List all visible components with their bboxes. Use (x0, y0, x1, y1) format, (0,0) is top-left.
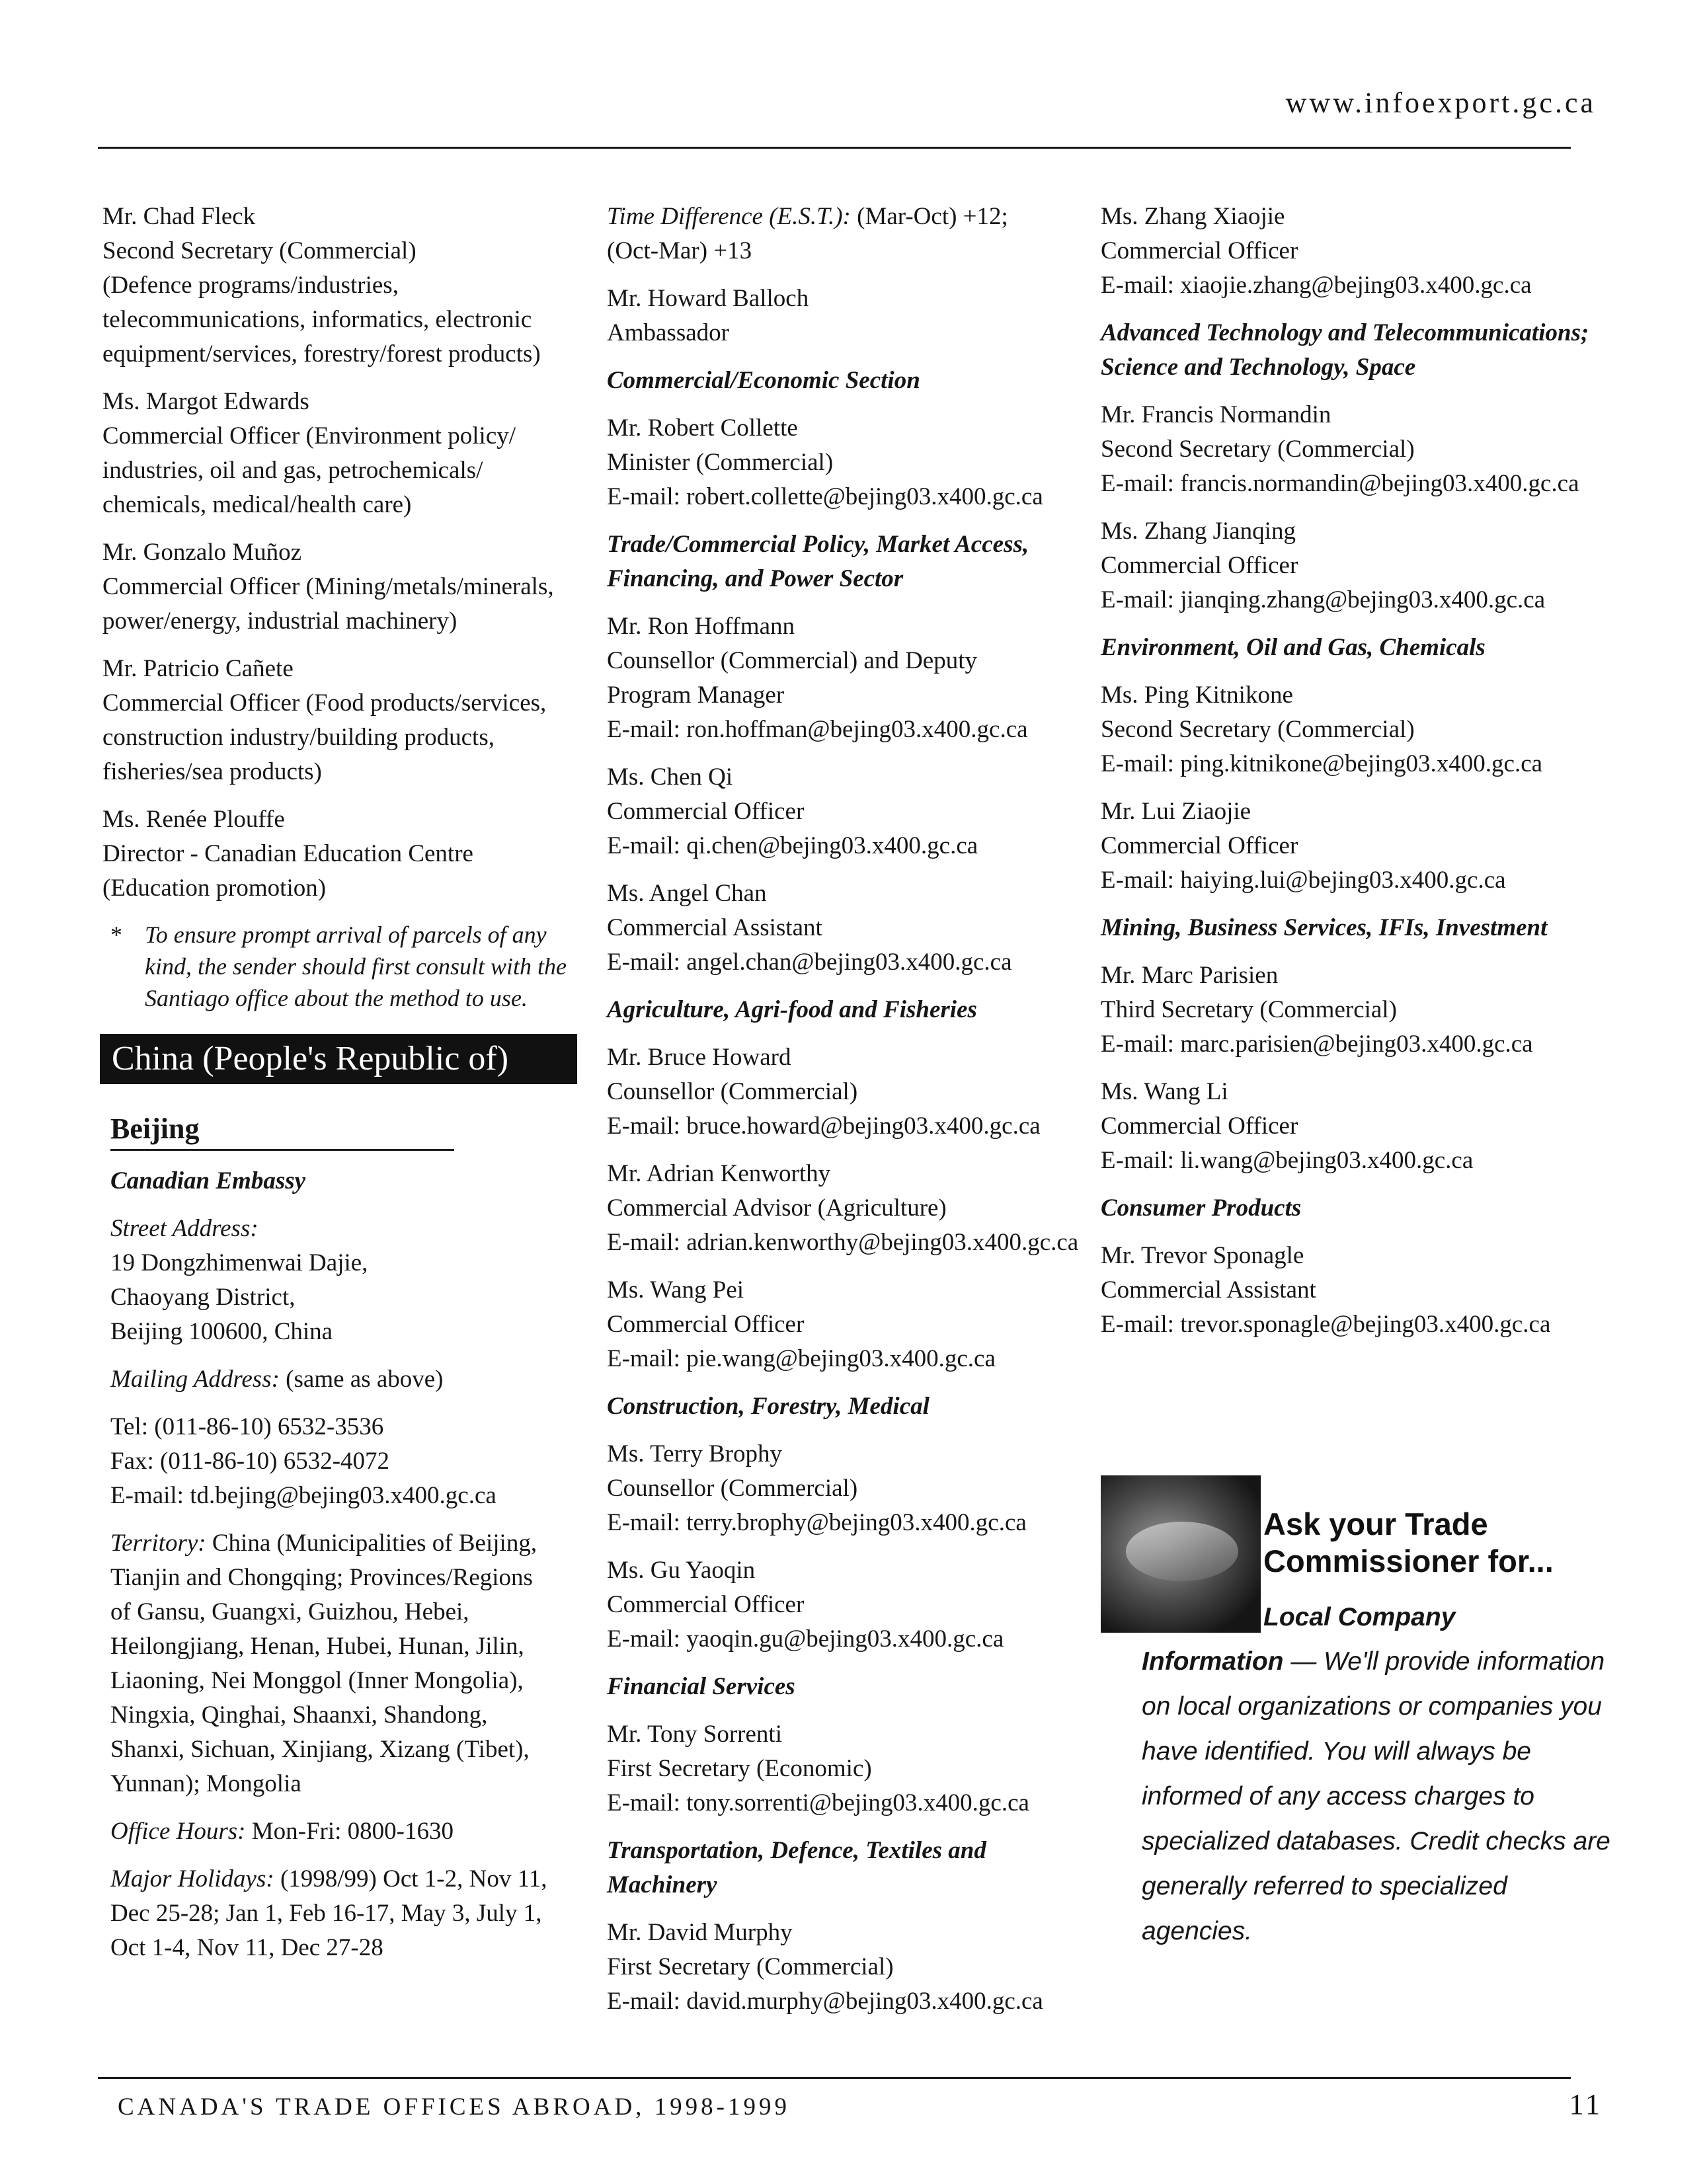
contact-entry (607, 1437, 1083, 1540)
hours-label: Office Hours: (110, 1818, 246, 1845)
contact-entry (607, 609, 1083, 747)
contact-entry (607, 877, 1083, 980)
entry-line: Commercial Officer (607, 1591, 805, 1618)
contact-entry (102, 652, 578, 789)
entry-line: Ms. Zhang Jianqing (1101, 518, 1296, 545)
fax-line: Fax: (011-86-10) 6532-4072 (110, 1448, 390, 1475)
holidays-line: Dec 25-28; Jan 1, Feb 16-17, May 3, July 1, (110, 1900, 542, 1927)
entry-line: telecommunications, informatics, electronic (102, 306, 532, 333)
city-heading: Beijing (110, 1109, 454, 1151)
entry-line: Mr. Robert Collette (607, 414, 798, 442)
email-line: E-mail: td.bejing@bejing03.x400.gc.ca (110, 1482, 496, 1509)
page-number: 11 (1569, 2088, 1603, 2121)
street-label: Street Address: (110, 1215, 258, 1242)
mailing-label: Mailing Address: (110, 1366, 280, 1393)
entry-line: Mr. Marc Parisien (1101, 962, 1279, 989)
contact-entry (607, 282, 1083, 350)
contact-entry (607, 1553, 1083, 1657)
contact-entry (102, 385, 578, 522)
contact-entry (607, 1040, 1083, 1144)
contact-entry (607, 1717, 1083, 1820)
entry-line: Ms. Chen Qi (607, 763, 733, 791)
entry-line: Mr. Patricio Cañete (102, 655, 294, 682)
entry-line: E-mail: trevor.sponagle@bejing03.x400.gc.ca (1101, 1311, 1551, 1338)
column-2 (607, 200, 1083, 2032)
entry-line: Mr. Adrian Kenworthy (607, 1160, 831, 1187)
handshake-photo (1101, 1475, 1261, 1633)
street-line: Beijing 100600, China (110, 1318, 333, 1345)
holidays-line: Oct 1-4, Nov 11, Dec 27-28 (110, 1934, 383, 1961)
promo-title: Ask your Trade Commissioner for... (1263, 1506, 1554, 1579)
entry-line: (Education promotion) (102, 875, 327, 902)
holidays-line: (1998/99) Oct 1-2, Nov 11, (274, 1865, 547, 1892)
promo-body (1142, 1639, 1618, 1954)
promo-subtitle: Local Company (1263, 1603, 1456, 1631)
time-line: (Oct-Mar) +13 (607, 237, 752, 264)
phone-line: Tel: (011-86-10) 6532-3536 (110, 1413, 384, 1440)
contact-entry (102, 802, 578, 906)
entry-line: Commercial Officer (1101, 1112, 1298, 1140)
page-url: www.infoexport.gc.ca (1285, 87, 1596, 119)
entry-line: Commercial Officer (1101, 832, 1298, 859)
time-difference (607, 200, 1083, 268)
entry-line: Third Secretary (Commercial) (1101, 996, 1397, 1023)
entry-line: E-mail: bruce.howard@bejing03.x400.gc.ca (607, 1112, 1041, 1140)
section-heading: Advanced Technology and Telecommunications; Science and Technology, Space (1101, 319, 1589, 381)
entry-line: Commercial Officer (1101, 552, 1298, 579)
entry-line: E-mail: pie.wang@bejing03.x400.gc.ca (607, 1345, 996, 1372)
entry-line: Mr. Lui Ziaojie (1101, 798, 1251, 825)
entry-line: (Defence programs/industries, (102, 272, 399, 299)
street-line: 19 Dongzhimenwai Dajie, (110, 1249, 368, 1276)
entry-line: E-mail: david.murphy@bejing03.x400.gc.ca (607, 1988, 1043, 2015)
section-heading: Trade/Commercial Policy, Market Access, Financing, and Power Sector (607, 531, 1029, 592)
territory-line: Heilongjiang, Henan, Hubei, Hunan, Jilin, (110, 1633, 524, 1660)
contact-entry (102, 200, 578, 371)
entry-line: E-mail: ron.hoffman@bejing03.x400.gc.ca (607, 716, 1028, 743)
promo-text: — We'll provide information on local organizations or companies you have identified. You will always be informed of any access charges to specialized databases. Credit checks are generally referred to specialized agencies. (1142, 1647, 1610, 1945)
entry-line: Ms. Ping Kitnikone (1101, 682, 1293, 709)
column-3 (1101, 200, 1603, 1355)
entry-line: Mr. Howard Balloch (607, 285, 809, 312)
contact-info (110, 1410, 578, 1513)
section-heading: Consumer Products (1101, 1194, 1302, 1222)
entry-line: Commercial Officer (1101, 237, 1298, 264)
entry-line: Ms. Margot Edwards (102, 388, 309, 415)
entry-line: E-mail: ping.kitnikone@bejing03.x400.gc.ca (1101, 750, 1543, 777)
sections-list (607, 364, 1083, 2019)
territory-line: of Gansu, Guangxi, Guizhou, Hebei, (110, 1598, 469, 1625)
entry-line: E-mail: li.wang@bejing03.x400.gc.ca (1101, 1147, 1474, 1174)
entry-line: Mr. Francis Normandin (1101, 401, 1331, 428)
contact-entry (1101, 958, 1603, 1062)
contact-entry (1101, 678, 1603, 781)
note-asterisk: * (110, 921, 122, 948)
entry-line: equipment/services, forestry/forest products) (102, 340, 541, 368)
contact-entry (1101, 398, 1603, 501)
territory-line: China (Municipalities of Beijing, (206, 1530, 537, 1557)
entry-line: E-mail: adrian.kenworthy@bejing03.x400.gc.ca (607, 1229, 1079, 1256)
entry-line: E-mail: robert.collette@bejing03.x400.gc.ca (607, 483, 1043, 510)
bottom-rule (98, 2077, 1571, 2079)
entry-line: power/energy, industrial machinery) (102, 607, 457, 635)
contact-entry (607, 1916, 1083, 2019)
section-heading: Transportation, Defence, Textiles and Machinery (607, 1837, 986, 1898)
entry-line: Commercial Assistant (1101, 1276, 1316, 1304)
mailing-value: (same as above) (286, 1366, 444, 1393)
entry-line: Ms. Wang Pei (607, 1276, 744, 1304)
section-heading: Environment, Oil and Gas, Chemicals (1101, 634, 1486, 661)
territory-label: Territory: (110, 1530, 206, 1557)
entry-line: Commercial Officer (Environment policy/ (102, 422, 516, 449)
entry-line: E-mail: yaoqin.gu@bejing03.x400.gc.ca (607, 1625, 1004, 1653)
entry-line: Mr. Bruce Howard (607, 1044, 791, 1071)
note-text: To ensure prompt arrival of parcels of any kind, the sender should first consult with the Santiago office about the method to use. (145, 921, 567, 1011)
entry-line: First Secretary (Economic) (607, 1755, 872, 1782)
section-heading: Construction, Forestry, Medical (607, 1393, 930, 1420)
entry-line: E-mail: qi.chen@bejing03.x400.gc.ca (607, 832, 978, 859)
entry-line: construction industry/building products, (102, 724, 495, 751)
time-label: Time Difference (E.S.T.): (607, 203, 851, 230)
entry-line: Mr. Tony Sorrenti (607, 1721, 782, 1748)
mailing-address (110, 1362, 578, 1397)
entry-line: E-mail: tony.sorrenti@bejing03.x400.gc.ca (607, 1789, 1029, 1816)
entry-line: Second Secretary (Commercial) (1101, 436, 1415, 463)
entry-line: Counsellor (Commercial) (607, 1475, 858, 1502)
embassy-block (110, 1164, 578, 1965)
contact-entry (102, 535, 578, 639)
entry-line: Counsellor (Commercial) and Deputy (607, 647, 978, 674)
entry-line: First Secretary (Commercial) (607, 1953, 894, 1980)
contact-entry (1101, 200, 1603, 303)
entry-line: Ms. Terry Brophy (607, 1440, 782, 1467)
territory-line: Shanxi, Sichuan, Xinjiang, Xizang (Tibet), (110, 1736, 530, 1763)
top-rule (98, 147, 1571, 149)
column-1 (102, 200, 578, 1978)
entry-line: E-mail: terry.brophy@bejing03.x400.gc.ca (607, 1509, 1027, 1536)
entry-line: chemicals, medical/health care) (102, 491, 412, 518)
entry-line: Commercial Advisor (Agriculture) (607, 1194, 947, 1222)
contact-entry (607, 760, 1083, 863)
entry-line: E-mail: jianqing.zhang@bejing03.x400.gc.ca (1101, 586, 1546, 613)
parcel-note (102, 919, 578, 1014)
entry-line: industries, oil and gas, petrochemicals/ (102, 457, 483, 484)
contact-entry (607, 1273, 1083, 1376)
territory-line: Tianjin and Chongqing; Provinces/Regions (110, 1564, 533, 1591)
entry-line: Mr. Ron Hoffmann (607, 613, 795, 640)
territory (110, 1526, 578, 1801)
country-banner: China (People's Republic of) (100, 1034, 577, 1084)
entry-line: Commercial Assistant (607, 914, 822, 941)
sections-list (1101, 316, 1603, 1342)
entry-line: Counsellor (Commercial) (607, 1078, 858, 1105)
entry-line: Ms. Gu Yaoqin (607, 1557, 756, 1584)
territory-line: Yunnan); Mongolia (110, 1770, 301, 1797)
entry-line: Program Manager (607, 682, 785, 709)
street-address (110, 1212, 578, 1349)
entry-line: E-mail: francis.normandin@bejing03.x400.gc.ca (1101, 470, 1579, 497)
office-hours (110, 1814, 578, 1849)
entry-line: Director - Canadian Education Centre (102, 840, 473, 867)
contact-entry (607, 411, 1083, 514)
contact-entry (1101, 1075, 1603, 1178)
street-line: Chaoyang District, (110, 1284, 296, 1311)
promo-lead: Information (1142, 1647, 1284, 1676)
entry-line: Second Secretary (Commercial) (1101, 716, 1415, 743)
entry-line: Ms. Renée Plouffe (102, 806, 285, 833)
contact-entry (1101, 795, 1603, 898)
major-holidays (110, 1862, 578, 1965)
section-heading: Financial Services (607, 1673, 795, 1700)
entry-line: E-mail: angel.chan@bejing03.x400.gc.ca (607, 949, 1012, 976)
entry-line: Second Secretary (Commercial) (102, 237, 416, 264)
territory-line: Liaoning, Nei Monggol (Inner Mongolia), (110, 1667, 524, 1694)
footer-title: CANADA'S TRADE OFFICES ABROAD, 1998-1999 (118, 2093, 790, 2121)
territory-line: Ningxia, Qinghai, Shaanxi, Shandong, (110, 1701, 488, 1729)
office-name: Canadian Embassy (110, 1167, 306, 1194)
section-heading: Commercial/Economic Section (607, 367, 920, 394)
entry-line: Commercial Officer (Food products/services, (102, 689, 547, 717)
section-heading: Agriculture, Agri-food and Fisheries (607, 996, 977, 1023)
entry-line: E-mail: haiying.lui@bejing03.x400.gc.ca (1101, 867, 1506, 894)
hours-value: Mon-Fri: 0800-1630 (245, 1818, 454, 1845)
entry-line: Mr. David Murphy (607, 1919, 793, 1946)
contact-entry (1101, 514, 1603, 617)
entry-line: Mr. Gonzalo Muñoz (102, 539, 302, 566)
entry-line: Mr. Chad Fleck (102, 203, 256, 230)
entry-line: Minister (Commercial) (607, 449, 834, 476)
entry-line: Ms. Angel Chan (607, 880, 767, 907)
contact-entry (1101, 1239, 1603, 1342)
entry-line: fisheries/sea products) (102, 758, 322, 785)
entry-line: Mr. Trevor Sponagle (1101, 1242, 1304, 1269)
entry-line: E-mail: marc.parisien@bejing03.x400.gc.ca (1101, 1031, 1533, 1058)
entry-line: Commercial Officer (Mining/metals/minerals, (102, 573, 554, 600)
entry-line: Ambassador (607, 319, 729, 346)
entry-line: Ms. Wang Li (1101, 1078, 1228, 1105)
entry-line: Commercial Officer (607, 798, 805, 825)
holidays-label: Major Holidays: (110, 1865, 274, 1892)
contact-entry (607, 1157, 1083, 1260)
time-line: (Mar-Oct) +12; (850, 203, 1008, 230)
entry-line: E-mail: xiaojie.zhang@bejing03.x400.gc.ca (1101, 272, 1532, 299)
entry-line: Commercial Officer (607, 1311, 805, 1338)
entry-line: Ms. Zhang Xiaojie (1101, 203, 1285, 230)
section-heading: Mining, Business Services, IFIs, Investment (1101, 914, 1548, 941)
